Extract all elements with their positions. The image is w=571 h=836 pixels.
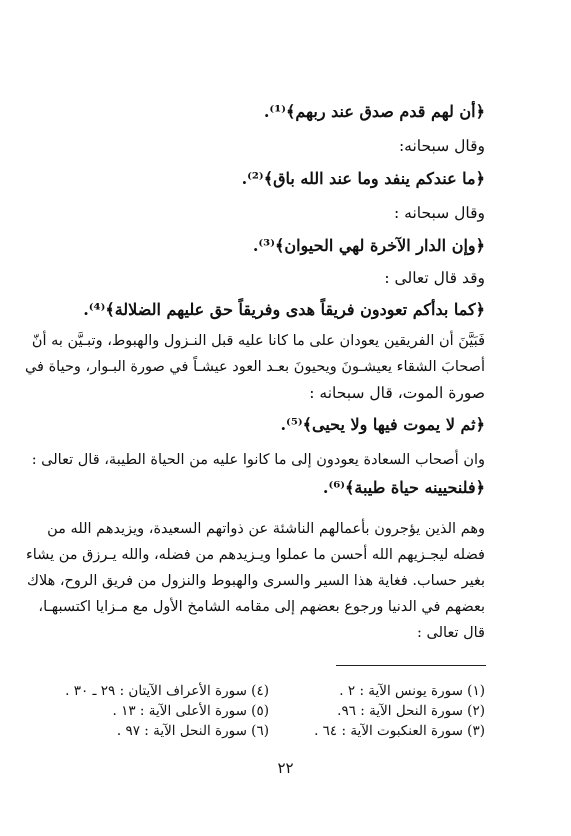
paragraph-line: قال تعالى : [417, 625, 485, 641]
text-line: وقد قال تعالى : [384, 269, 485, 287]
quran-verse-1: ﴿أن لهم قدم صدق عند ربهم﴾⁽¹⁾. [263, 102, 485, 121]
footnote-6: (٦) سورة النحل الآية : ٩٧ . [116, 723, 269, 739]
quran-verse-3: ﴿وإن الدار الآخرة لهي الحيوان﴾⁽³⁾. [252, 236, 485, 255]
paragraph-line: فَبَيَّنَ أن الفريقين يعودان على ما كانا عليه قبل النـزول والهبوط، وتبـيَّن به أنّ [31, 333, 485, 349]
footnote-separator [336, 665, 486, 666]
footnote-2: (٢) سورة النحل الآية : ٩٦. [337, 703, 485, 719]
quran-verse-4: ﴿كما بدأكم تعودون فريقاً هدى وفريقاً حق عليهم الضلالة﴾⁽⁴⁾. [83, 300, 485, 319]
footnote-4: (٤) سورة الأعراف الآيتان : ٢٩ ـ ٣٠ . [65, 683, 269, 699]
text-line: وقال سبحانه: [398, 137, 485, 155]
footnote-1: (١) سورة يونس الآية : ٢ . [339, 683, 485, 699]
footnote-5: (٥) سورة الأعلى الآية : ١٣ . [112, 703, 269, 719]
paragraph-line: بعضهم في الدنيا ورجوع بعضهم إلى مقامه الشامخ الأول مع مـزايا اكتسبهـا، [38, 599, 485, 615]
paragraph-line: بغير حساب. فغاية هذا السير والسرى والهبوط والنزول من فريق الروح، هلاك [27, 573, 485, 589]
footnote-3: (٣) سورة العنكبوت الآية : ٦٤ . [314, 723, 485, 739]
quran-verse-6: ﴿فلنحيينه حياة طيبة﴾⁽⁶⁾. [322, 478, 485, 497]
text-line: وان أصحاب السعادة يعودون إلى ما كانوا عليه من الحياة الطيبة، قال تعالى : [31, 452, 485, 468]
paragraph-line: صورة الموت، قال سبحانه : [309, 384, 485, 402]
quran-verse-5: ﴿ثم لا يموت فيها ولا يحيى﴾⁽⁵⁾. [280, 415, 485, 434]
paragraph-line: فضله ليجـزيهم الله أحسن ما عملوا ويـزيدهم من فضله، والله يـرزق من يشاء [25, 547, 485, 563]
quran-verse-2: ﴿ما عندكم ينفد وما عند الله باق﴾⁽²⁾. [241, 169, 485, 188]
page-number: ٢٢ [277, 759, 294, 777]
text-line: وقال سبحانه : [394, 204, 485, 222]
paragraph-line: أصحابَ الشقاء يعيشـونَ ويحيونَ بعـد العود عيشـاً في صورة البـوار، وحياة في [24, 359, 485, 375]
paragraph-line: وهم الذين يؤجرون بأعمالهم الناشئة عن ذواتهم السعيدة، ويزيدهم الله من [47, 521, 485, 537]
